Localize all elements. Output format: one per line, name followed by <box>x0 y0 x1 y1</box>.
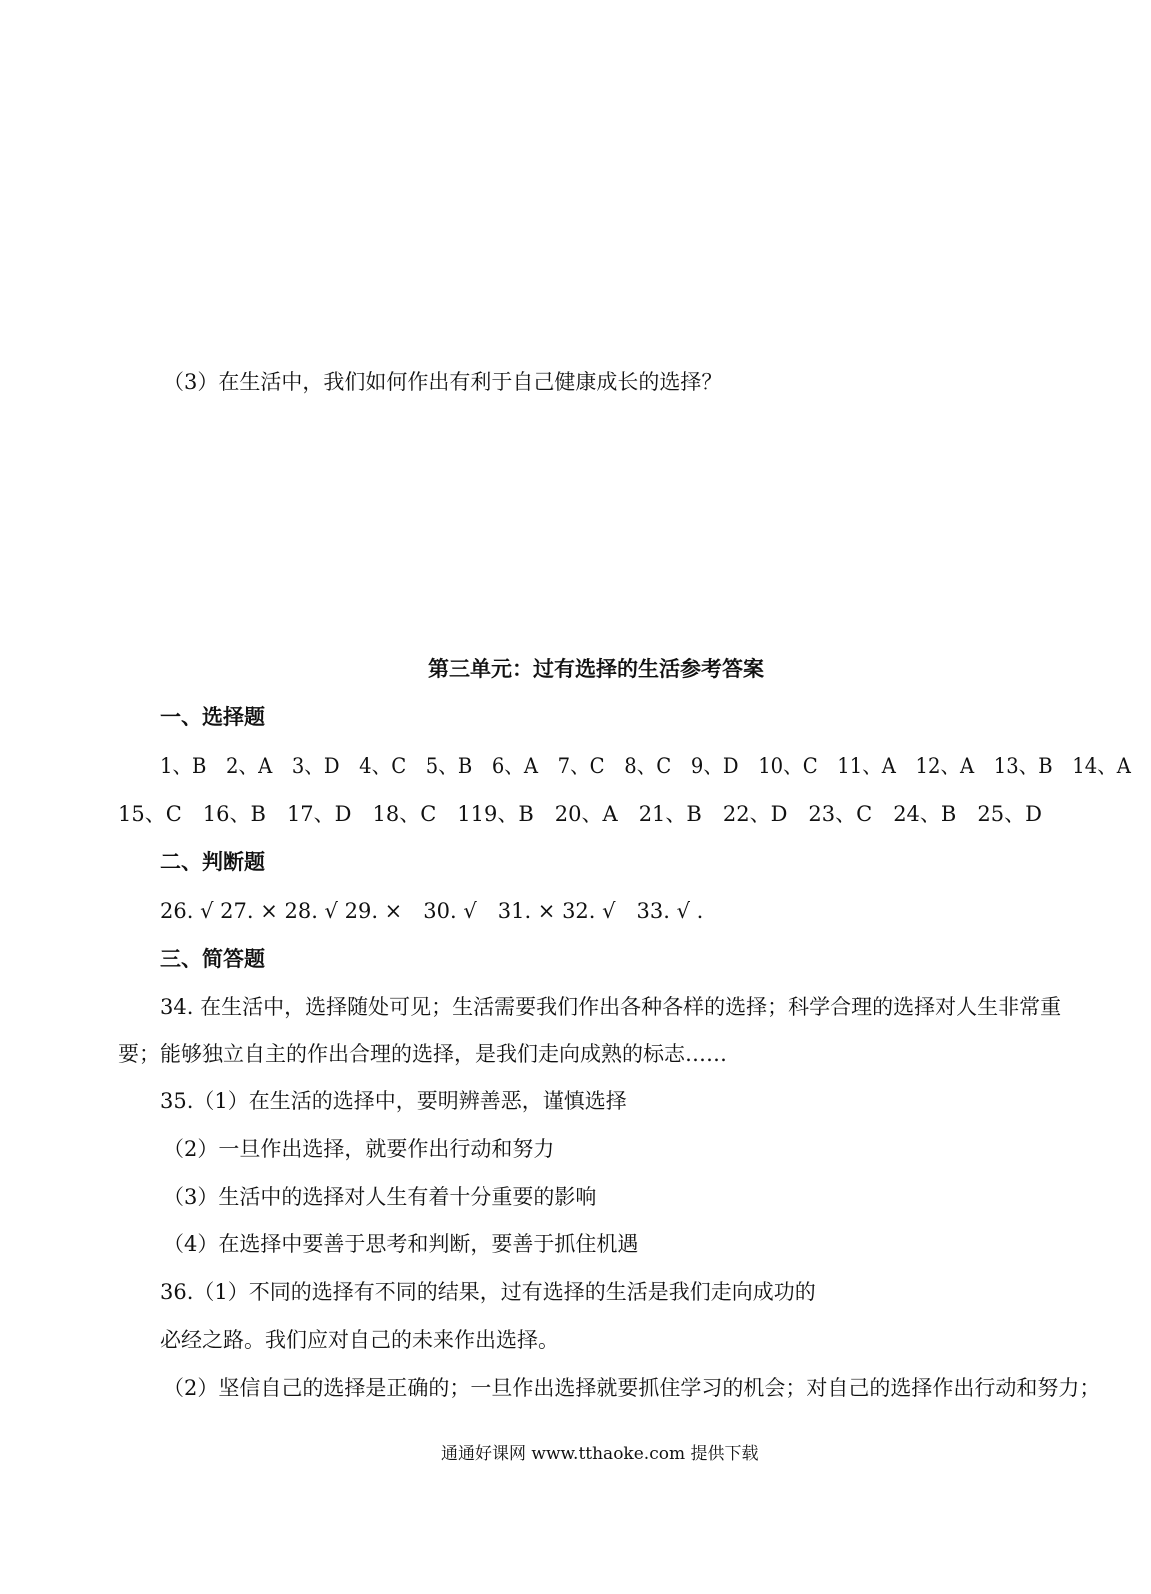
section2-heading: 二、判断题 <box>160 849 265 874</box>
section3-heading: 三、简答题 <box>160 946 265 971</box>
answer-35-4: （4）在选择中要善于思考和判断，要善于抓住机遇 <box>163 1232 639 1256</box>
footer-text: 通通好课网 www.tthaoke.com 提供下载 <box>441 1444 759 1464</box>
answer-35-1: 35.（1）在生活的选择中，要明辨善恶，谨慎选择 <box>160 1089 627 1113</box>
answer-35-2: （2）一旦作出选择，就要作出行动和努力 <box>163 1137 555 1161</box>
judgment-answers: 26. √ 27. × 28. √ 29. × 30. √ 31. × 32. √ 33. √ . <box>160 899 704 923</box>
answer-36-2: （2）坚信自己的选择是正确的；一旦作出选择就要抓住学习的机会；对自己的选择作出行动和努力； <box>163 1376 1101 1400</box>
section1-heading: 一、选择题 <box>160 704 265 729</box>
choice-answers-line1: 1、B 2、A 3、D 4、C 5、B 6、A 7、C 8、C 9、D 10、C 11、A 12、A 13、B 14、A <box>160 754 1131 778</box>
answer-35-3: （3）生活中的选择对人生有着十分重要的影响 <box>163 1185 597 1209</box>
answers-title: 第三单元：过有选择的生活参考答案 <box>428 656 764 681</box>
answer-36-1a: 36.（1）不同的选择有不同的结果，过有选择的生活是我们走向成功的 <box>160 1280 816 1304</box>
question-3: （3）在生活中，我们如何作出有利于自己健康成长的选择？ <box>163 370 723 394</box>
answer-34-line2: 要；能够独立自主的作出合理的选择，是我们走向成熟的标志…… <box>118 1042 727 1066</box>
choice-answers-line2: 15、C 16、B 17、D 18、C 119、B 20、A 21、B 22、D 23、C 24、B 25、D <box>118 802 1042 826</box>
answer-36-1b: 必经之路。我们应对自己的未来作出选择。 <box>160 1328 559 1352</box>
answer-34-line1: 34. 在生活中，选择随处可见；生活需要我们作出各种各样的选择；科学合理的选择对人生非常重 <box>160 995 1062 1019</box>
